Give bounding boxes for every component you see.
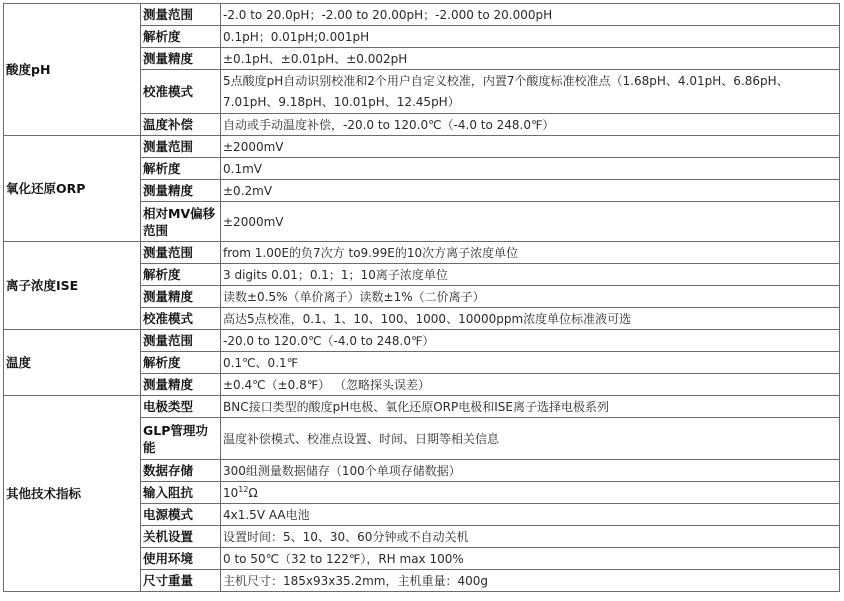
row-value-ise-range: from 1.00E的负7次方 to9.99E的10次方离子浓度单位 — [221, 242, 840, 264]
category-ise: 离子浓度ISE — [4, 242, 141, 330]
row-value-impedance — [221, 482, 840, 504]
row-value-temp-accuracy: ±0.4℃（±0.8℉） （忽略探头误差） — [221, 374, 840, 396]
category-temp: 温度 — [4, 330, 141, 396]
table-row — [4, 330, 840, 352]
row-value-orp-offset: ±2000mV — [221, 202, 840, 242]
row-value-glp: 温度补偿模式、校准点设置、时间、日期等相关信息 — [221, 418, 840, 460]
row-value-electrode: BNC接口类型的酸度pH电极、氧化还原ORP电极和ISE离子选择电极系列 — [221, 396, 840, 418]
row-value-ise-accuracy: 读数±0.5%（单价离子）读数±1%（二价离子） — [221, 286, 840, 308]
row-value-temp-range: -20.0 to 120.0℃（-4.0 to 248.0℉） — [221, 330, 840, 352]
row-value-environment: 0 to 50℃（32 to 122℉），RH max 100% — [221, 548, 840, 570]
row-label-power: 电源模式 — [141, 504, 221, 526]
row-label-ise-accuracy: 测量精度 — [141, 286, 221, 308]
row-label-orp-range: 测量范围 — [141, 136, 221, 158]
row-value-temp-resolution: 0.1℃、0.1℉ — [221, 352, 840, 374]
category-other: 其他技术指标 — [4, 396, 141, 592]
row-value-power: 4x1.5V AA电池 — [221, 504, 840, 526]
impedance-exponent: 12 — [238, 484, 249, 494]
row-label-ph-tempcomp: 温度补偿 — [141, 114, 221, 136]
row-label-temp-resolution: 解析度 — [141, 352, 221, 374]
category-ph: 酸度pH — [4, 4, 141, 136]
row-label-orp-resolution: 解析度 — [141, 158, 221, 180]
row-label-ise-resolution: 解析度 — [141, 264, 221, 286]
row-label-size: 尺寸重量 — [141, 570, 221, 592]
row-label-ph-calibration: 校准模式 — [141, 70, 221, 114]
row-label-environment: 使用环境 — [141, 548, 221, 570]
impedance-unit: Ω — [248, 485, 258, 500]
row-label-orp-offset: 相对MV偏移范围 — [141, 202, 221, 242]
table-row — [4, 396, 840, 418]
row-value-ph-resolution: 0.1pH；0.01pH;0.001pH — [221, 26, 840, 48]
row-label-temp-range: 测量范围 — [141, 330, 221, 352]
row-value-orp-range: ±2000mV — [221, 136, 840, 158]
table-row — [4, 136, 840, 158]
impedance-base: 10 — [223, 485, 239, 500]
row-value-orp-accuracy: ±0.2mV — [221, 180, 840, 202]
row-value-size: 主机尺寸：185x93x35.2mm，主机重量：400g — [221, 570, 840, 592]
row-label-glp: GLP管理功能 — [141, 418, 221, 460]
row-value-shutdown: 设置时间：5、10、30、60分钟或不自动关机 — [221, 526, 840, 548]
row-label-shutdown: 关机设置 — [141, 526, 221, 548]
row-label-storage: 数据存储 — [141, 460, 221, 482]
category-orp: 氧化还原ORP — [4, 136, 141, 242]
row-value-ph-accuracy: ±0.1pH、±0.01pH、±0.002pH — [221, 48, 840, 70]
table-row — [4, 242, 840, 264]
row-value-orp-resolution: 0.1mV — [221, 158, 840, 180]
row-value-ph-tempcomp: 自动或手动温度补偿，-20.0 to 120.0℃（-4.0 to 248.0℉） — [221, 114, 840, 136]
row-value-storage: 300组测量数据储存（100个单项存储数据） — [221, 460, 840, 482]
row-label-ph-resolution: 解析度 — [141, 26, 221, 48]
row-label-orp-accuracy: 测量精度 — [141, 180, 221, 202]
row-label-impedance: 输入阻抗 — [141, 482, 221, 504]
table-row — [4, 4, 840, 26]
row-value-ph-calibration: 5点酸度pH自动识别校准和2个用户自定义校准，内置7个酸度标准校准点（1.68pH、4.01pH、6.86pH、7.01pH、9.18pH、10.01pH、12.45pH） — [221, 70, 840, 114]
row-value-ise-calibration: 高达5点校准，0.1、1、10、100、1000、10000ppm浓度单位标准液可选 — [221, 308, 840, 330]
spec-table — [3, 3, 840, 592]
row-label-ph-range: 测量范围 — [141, 4, 221, 26]
row-value-ph-range: -2.0 to 20.0pH；-2.00 to 20.00pH；-2.000 to 20.000pH — [221, 4, 840, 26]
row-label-ise-range: 测量范围 — [141, 242, 221, 264]
row-label-electrode: 电极类型 — [141, 396, 221, 418]
row-label-ise-calibration: 校准模式 — [141, 308, 221, 330]
row-label-ph-accuracy: 测量精度 — [141, 48, 221, 70]
row-label-temp-accuracy: 测量精度 — [141, 374, 221, 396]
row-value-ise-resolution: 3 digits 0.01；0.1；1；10离子浓度单位 — [221, 264, 840, 286]
